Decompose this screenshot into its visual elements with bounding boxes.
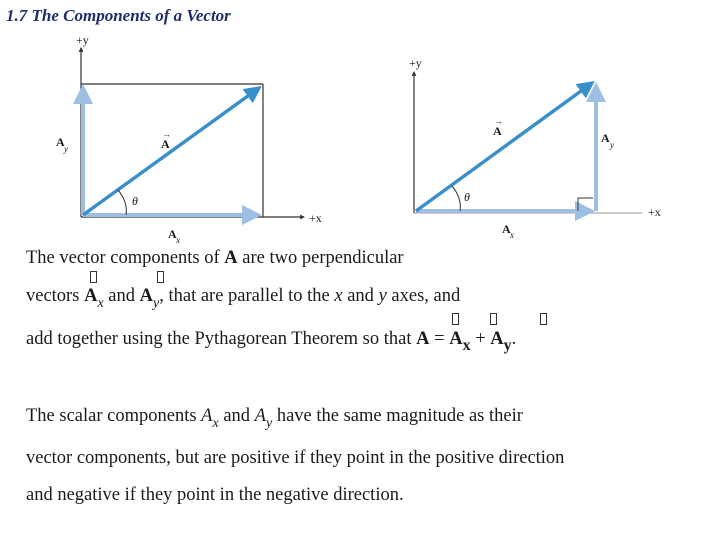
right-diagram bbox=[409, 56, 661, 240]
para1-line2-text-a: vectors bbox=[26, 286, 85, 306]
right-x-axis-label: +x bbox=[648, 205, 661, 219]
para2-line2: vector components, but are positive if they point in the positive direction bbox=[26, 448, 565, 468]
left-y-axis-label: +y bbox=[76, 33, 89, 47]
left-a-vector bbox=[83, 88, 259, 215]
para1-line3-text-a: add together using the Pythagorean Theorem so that bbox=[26, 329, 417, 349]
para1-line3-vector-ax: A bbox=[449, 329, 463, 349]
left-vector-arrow-mark: → bbox=[162, 129, 171, 139]
para1-line2-vector-ax: A bbox=[84, 286, 98, 306]
para1-line3-sub-x: x bbox=[462, 337, 471, 354]
para1-line1-text-a: The vector components of bbox=[26, 248, 225, 268]
para2-line1-sub-y: y bbox=[265, 416, 273, 431]
left-ax-sub: x bbox=[176, 235, 180, 245]
para1-line2-sub-x: x bbox=[97, 296, 104, 311]
left-angle-arc bbox=[118, 190, 126, 215]
para2-line1-and: and bbox=[218, 406, 255, 426]
para2-line1-scalar-ax: A bbox=[201, 406, 213, 426]
right-angle-arc bbox=[452, 186, 460, 211]
para1-line3-vector-ay: A bbox=[490, 329, 504, 349]
para1-line1-text-b: are two perpendicular bbox=[237, 248, 404, 268]
para1-line1-vector-a: A bbox=[224, 248, 238, 268]
right-y-axis-label: +y bbox=[409, 56, 422, 70]
para1-line2-x-ital: x bbox=[334, 286, 343, 306]
left-ay-label: A bbox=[56, 135, 65, 149]
left-diagram bbox=[56, 33, 322, 245]
right-ax-sub: x bbox=[510, 230, 514, 240]
placeholder-box bbox=[540, 313, 547, 325]
right-vector-arrow-mark: → bbox=[494, 116, 503, 126]
para1-line2-text-b: , that are parallel to the bbox=[159, 286, 335, 306]
placeholder-box bbox=[157, 271, 164, 283]
left-ay-sub: y bbox=[64, 144, 68, 154]
placeholder-box bbox=[90, 271, 97, 283]
para1-line1 bbox=[26, 249, 404, 268]
para1-line3-plus: + bbox=[470, 329, 491, 349]
right-ay-label: A bbox=[601, 131, 610, 145]
left-vector-label: A bbox=[161, 137, 170, 151]
para2-line1-text-a: The scalar components bbox=[26, 406, 202, 426]
para2-line1 bbox=[26, 406, 523, 431]
left-ax-label: A bbox=[168, 227, 177, 241]
para2-line1-scalar-ay: A bbox=[254, 406, 266, 426]
para1-line2-and: and bbox=[103, 286, 140, 306]
para1-line3-end: . bbox=[511, 329, 517, 349]
para1-line3-eq: = bbox=[429, 329, 450, 349]
para2-line1-text-b: have the same magnitude as their bbox=[272, 406, 523, 426]
right-angle-label: θ bbox=[464, 190, 470, 204]
right-vector-label: A bbox=[493, 124, 502, 138]
para1-placeholder-boxes-2c bbox=[540, 312, 547, 330]
para1-line2-text-d: axes, and bbox=[386, 286, 461, 306]
para1-line2-vector-ay: A bbox=[139, 286, 153, 306]
page-title: 1.7 The Components of a Vector bbox=[6, 6, 231, 25]
placeholder-box bbox=[490, 313, 497, 325]
right-a-vector bbox=[416, 83, 592, 211]
right-ax-label: A bbox=[502, 222, 511, 236]
right-ay-sub: y bbox=[610, 140, 614, 150]
placeholder-box bbox=[452, 313, 459, 325]
left-angle-label: θ bbox=[132, 194, 138, 208]
para2-line1-sub-x: x bbox=[212, 416, 219, 431]
para1-line2-sub-y: y bbox=[153, 296, 160, 311]
para2-line3: and negative if they point in the negative direction. bbox=[26, 485, 404, 505]
para1-line3-vector-a: A bbox=[416, 329, 430, 349]
para1-placeholder-boxes-2b bbox=[490, 312, 497, 330]
para1-line2-y-ital: y bbox=[378, 286, 387, 306]
para1-line3 bbox=[26, 329, 517, 354]
para1-line3-sub-y: y bbox=[503, 337, 512, 354]
para1-placeholder-boxes-2 bbox=[452, 312, 459, 330]
para1-line2-text-c: and bbox=[342, 286, 379, 306]
para1-line2 bbox=[26, 286, 461, 311]
left-x-axis-label: +x bbox=[309, 211, 322, 225]
